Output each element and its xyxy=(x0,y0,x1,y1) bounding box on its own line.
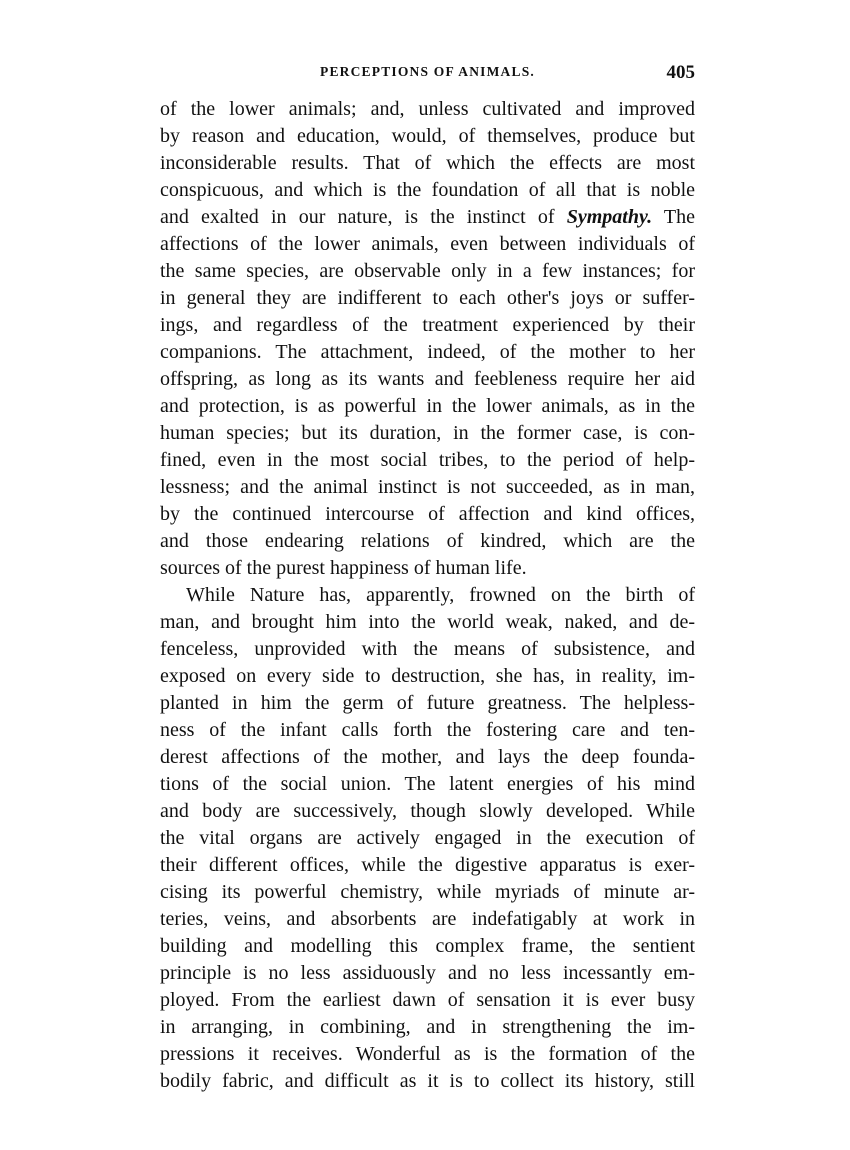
text-line: in general they are indifferent to each other's joys or suffer- xyxy=(160,287,695,309)
text-line: and body are successively, though slowly developed. While xyxy=(160,800,695,822)
text-line: lessness; and the animal instinct is not succeeded, as in man, xyxy=(160,476,695,498)
text-line: tions of the social union. The latent energies of his mind xyxy=(160,773,695,795)
text-line: the same species, are observable only in a few instances; for xyxy=(160,260,695,282)
text-line: ployed. From the earliest dawn of sensation it is ever busy xyxy=(160,989,695,1011)
text-line: pressions it receives. Wonderful as is the formation of the xyxy=(160,1043,695,1065)
text-line: and those endearing relations of kindred, which are the xyxy=(160,530,695,552)
text-line: bodily fabric, and difficult as it is to collect its history, still xyxy=(160,1070,695,1092)
text-line: in arranging, in combining, and in strengthening the im- xyxy=(160,1016,695,1038)
text-line: of the lower animals; and, unless cultivated and improved xyxy=(160,98,695,120)
text-line: derest affections of the mother, and lays the deep founda- xyxy=(160,746,695,768)
italic-term: Sympathy. xyxy=(566,206,653,228)
text-line: the vital organs are actively engaged in the execution of xyxy=(160,827,695,849)
text-line: While Nature has, apparently, frowned on the birth of xyxy=(186,584,695,606)
text-line: exposed on every side to destruction, she has, in reality, im- xyxy=(160,665,695,687)
text-line: companions. The attachment, indeed, of the mother to her xyxy=(160,341,695,363)
text-line: and protection, is as powerful in the lower animals, as in the xyxy=(160,395,695,417)
text-line: ness of the infant calls forth the fostering care and ten- xyxy=(160,719,695,741)
text-line: by the continued intercourse of affection and kind offices, xyxy=(160,503,695,525)
text-line: by reason and education, would, of themselves, produce but xyxy=(160,125,695,147)
text-line: inconsiderable results. That of which the effects are most xyxy=(160,152,695,174)
text-line: planted in him the germ of future greatness. The helpless- xyxy=(160,692,695,714)
text-line: fenceless, unprovided with the means of subsistence, and xyxy=(160,638,695,660)
page-number: 405 xyxy=(666,62,695,83)
text-line: their different offices, while the digestive apparatus is exer- xyxy=(160,854,695,876)
running-title: PERCEPTIONS OF ANIMALS. xyxy=(320,64,535,79)
text-segment: and exalted in our nature, is the instinct of xyxy=(160,206,555,228)
text-line: fined, even in the most social tribes, to the period of help- xyxy=(160,449,695,471)
text-line: human species; but its duration, in the former case, is con- xyxy=(160,422,695,444)
text-line: teries, veins, and absorbents are indefatigably at work in xyxy=(160,908,695,930)
text-line xyxy=(160,204,695,231)
text-line: affections of the lower animals, even between individuals of xyxy=(160,233,695,255)
text-line: man, and brought him into the world weak, naked, and de- xyxy=(160,611,695,633)
text-line: conspicuous, and which is the foundation of all that is noble xyxy=(160,179,695,201)
text-line: ings, and regardless of the treatment experienced by their xyxy=(160,314,695,336)
body-text xyxy=(160,96,695,1095)
text-line: cising its powerful chemistry, while myriads of minute ar- xyxy=(160,881,695,903)
text-line: sources of the purest happiness of human life. xyxy=(160,557,527,579)
text-line: building and modelling this complex frame, the sentient xyxy=(160,935,695,957)
text-line: offspring, as long as its wants and feebleness require her aid xyxy=(160,368,695,390)
text-line: principle is no less assiduously and no less incessantly em- xyxy=(160,962,695,984)
running-head xyxy=(160,62,695,88)
text-segment: The xyxy=(663,206,696,228)
